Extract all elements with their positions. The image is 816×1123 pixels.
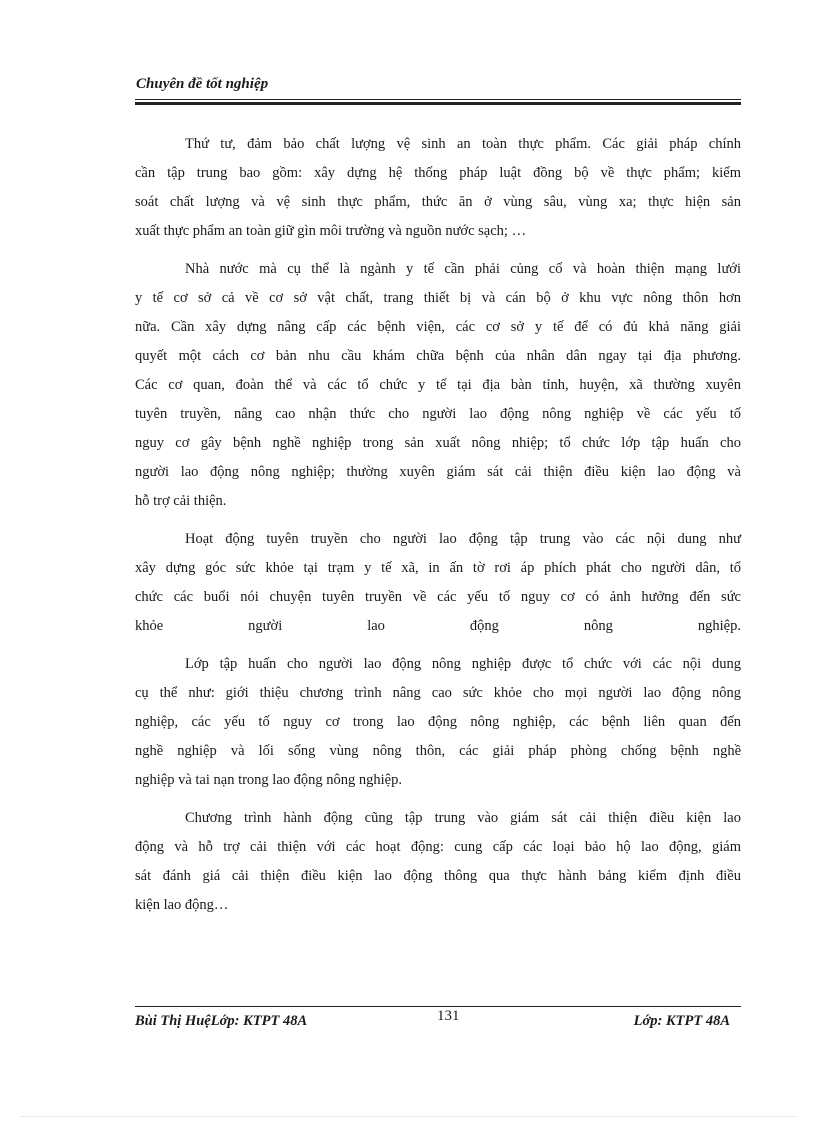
text-line: chức các buổi nói chuyện tuyên truyền về các yếu tố nguy cơ có ảnh hưởng đến sức [135, 589, 741, 605]
text-line: Các cơ quan, đoàn thể và các tổ chức y tế tại địa bàn tỉnh, huyện, xã thường xuyên [135, 377, 741, 393]
paragraph-gap [135, 795, 741, 804]
text-line: nguy cơ gây bệnh nghề nghiệp trong sản xuất nông nhiệp; tổ chức lớp tập huấn cho [135, 435, 741, 451]
text-line: kiện lao động… [135, 897, 229, 913]
paragraph [135, 804, 741, 920]
footer-rule [135, 1006, 741, 1007]
text-line: nghề nghiệp và lối sống vùng nông thôn, các giải pháp phòng chống bệnh nghề [135, 743, 741, 759]
page-number: 131 [437, 1008, 460, 1024]
page-header-title: Chuyên đề tốt nghiệp [136, 76, 269, 92]
text-line: xuất thực phẩm an toàn giữ gìn môi trường và nguồn nước sạch; … [135, 223, 527, 239]
page-edge-dotted-line [20, 1116, 796, 1117]
text-line: Thứ tư, đảm bảo chất lượng vệ sinh an toàn thực phẩm. Các giải pháp chính [185, 136, 741, 152]
text-line: Lớp tập huấn cho người lao động nông nghiệp được tổ chức với các nội dung [185, 656, 741, 672]
text-line: nghiệp, các yếu tố nguy cơ trong lao động nông nghiệp, các bệnh liên quan đến [135, 714, 741, 730]
text-line: Nhà nước mà cụ thể là ngành y tế cần phải củng cố và hoàn thiện mạng lưới [185, 261, 741, 277]
text-line: hỗ trợ cải thiện. [135, 493, 227, 509]
paragraph [135, 255, 741, 516]
text-line: sát đánh giá cải thiện điều kiện lao động thông qua thực hành bảng kiểm định điều [135, 868, 741, 884]
text-line: y tế cơ sở cả về cơ sở vật chất, trang thiết bị và cán bộ ở khu vực nông thôn hơn [135, 290, 741, 306]
text-line: cụ thể như: giới thiệu chương trình nâng cao sức khỏe cho mọi người lao động nông [135, 685, 741, 701]
text-line: cần tập trung bao gồm: xây dựng hệ thống pháp luật đồng bộ về thực phẩm; kiểm [135, 165, 741, 181]
paragraph [135, 130, 741, 246]
header-rule-thin [135, 99, 741, 100]
text-line: nghiệp và tai nạn trong lao động nông nghiệp. [135, 772, 402, 788]
paragraph [135, 650, 741, 795]
text-line: người lao động nông nghiệp; thường xuyên giám sát cải thiện điều kiện lao động và [135, 464, 741, 480]
footer-class: Lớp: KTPT 48A [633, 1013, 730, 1029]
paragraph [135, 525, 741, 641]
text-line: xây dựng góc sức khỏe tại trạm y tế xã, in ấn tờ rơi áp phích phát cho người dân, tổ [135, 560, 741, 576]
text-line: soát chất lượng và vệ sinh thực phẩm, thức ăn ở vùng sâu, vùng xa; thực hiện sản [135, 194, 741, 210]
footer-author-class: Bùi Thị HuệLớp: KTPT 48A [135, 1013, 308, 1029]
header-rule-thick [135, 102, 741, 105]
text-line: Chương trình hành động cũng tập trung vào giám sát cải thiện điều kiện lao [185, 810, 741, 826]
text-line: Hoạt động tuyên truyền cho người lao động tập trung vào các nội dung như [185, 531, 741, 547]
paragraph-gap [135, 246, 741, 255]
text-line: nữa. Cần xây dựng nâng cấp các bệnh viện, các cơ sở y tế để có đủ khả năng giải [135, 319, 741, 335]
text-line: tuyên truyền, nâng cao nhận thức cho người lao động nông nghiệp về các yếu tố [135, 406, 741, 422]
document-body [135, 130, 741, 920]
text-line: quyết một cách cơ bản nhu cầu khám chữa bệnh của nhân dân ngay tại địa phương. [135, 348, 741, 364]
text-line: động và hỗ trợ cải thiện với các hoạt động: cung cấp các loại bảo hộ lao động, giám [135, 839, 741, 855]
paragraph-gap [135, 641, 741, 650]
paragraph-gap [135, 516, 741, 525]
text-line: khỏe người lao động nông nghiệp. [135, 618, 741, 634]
